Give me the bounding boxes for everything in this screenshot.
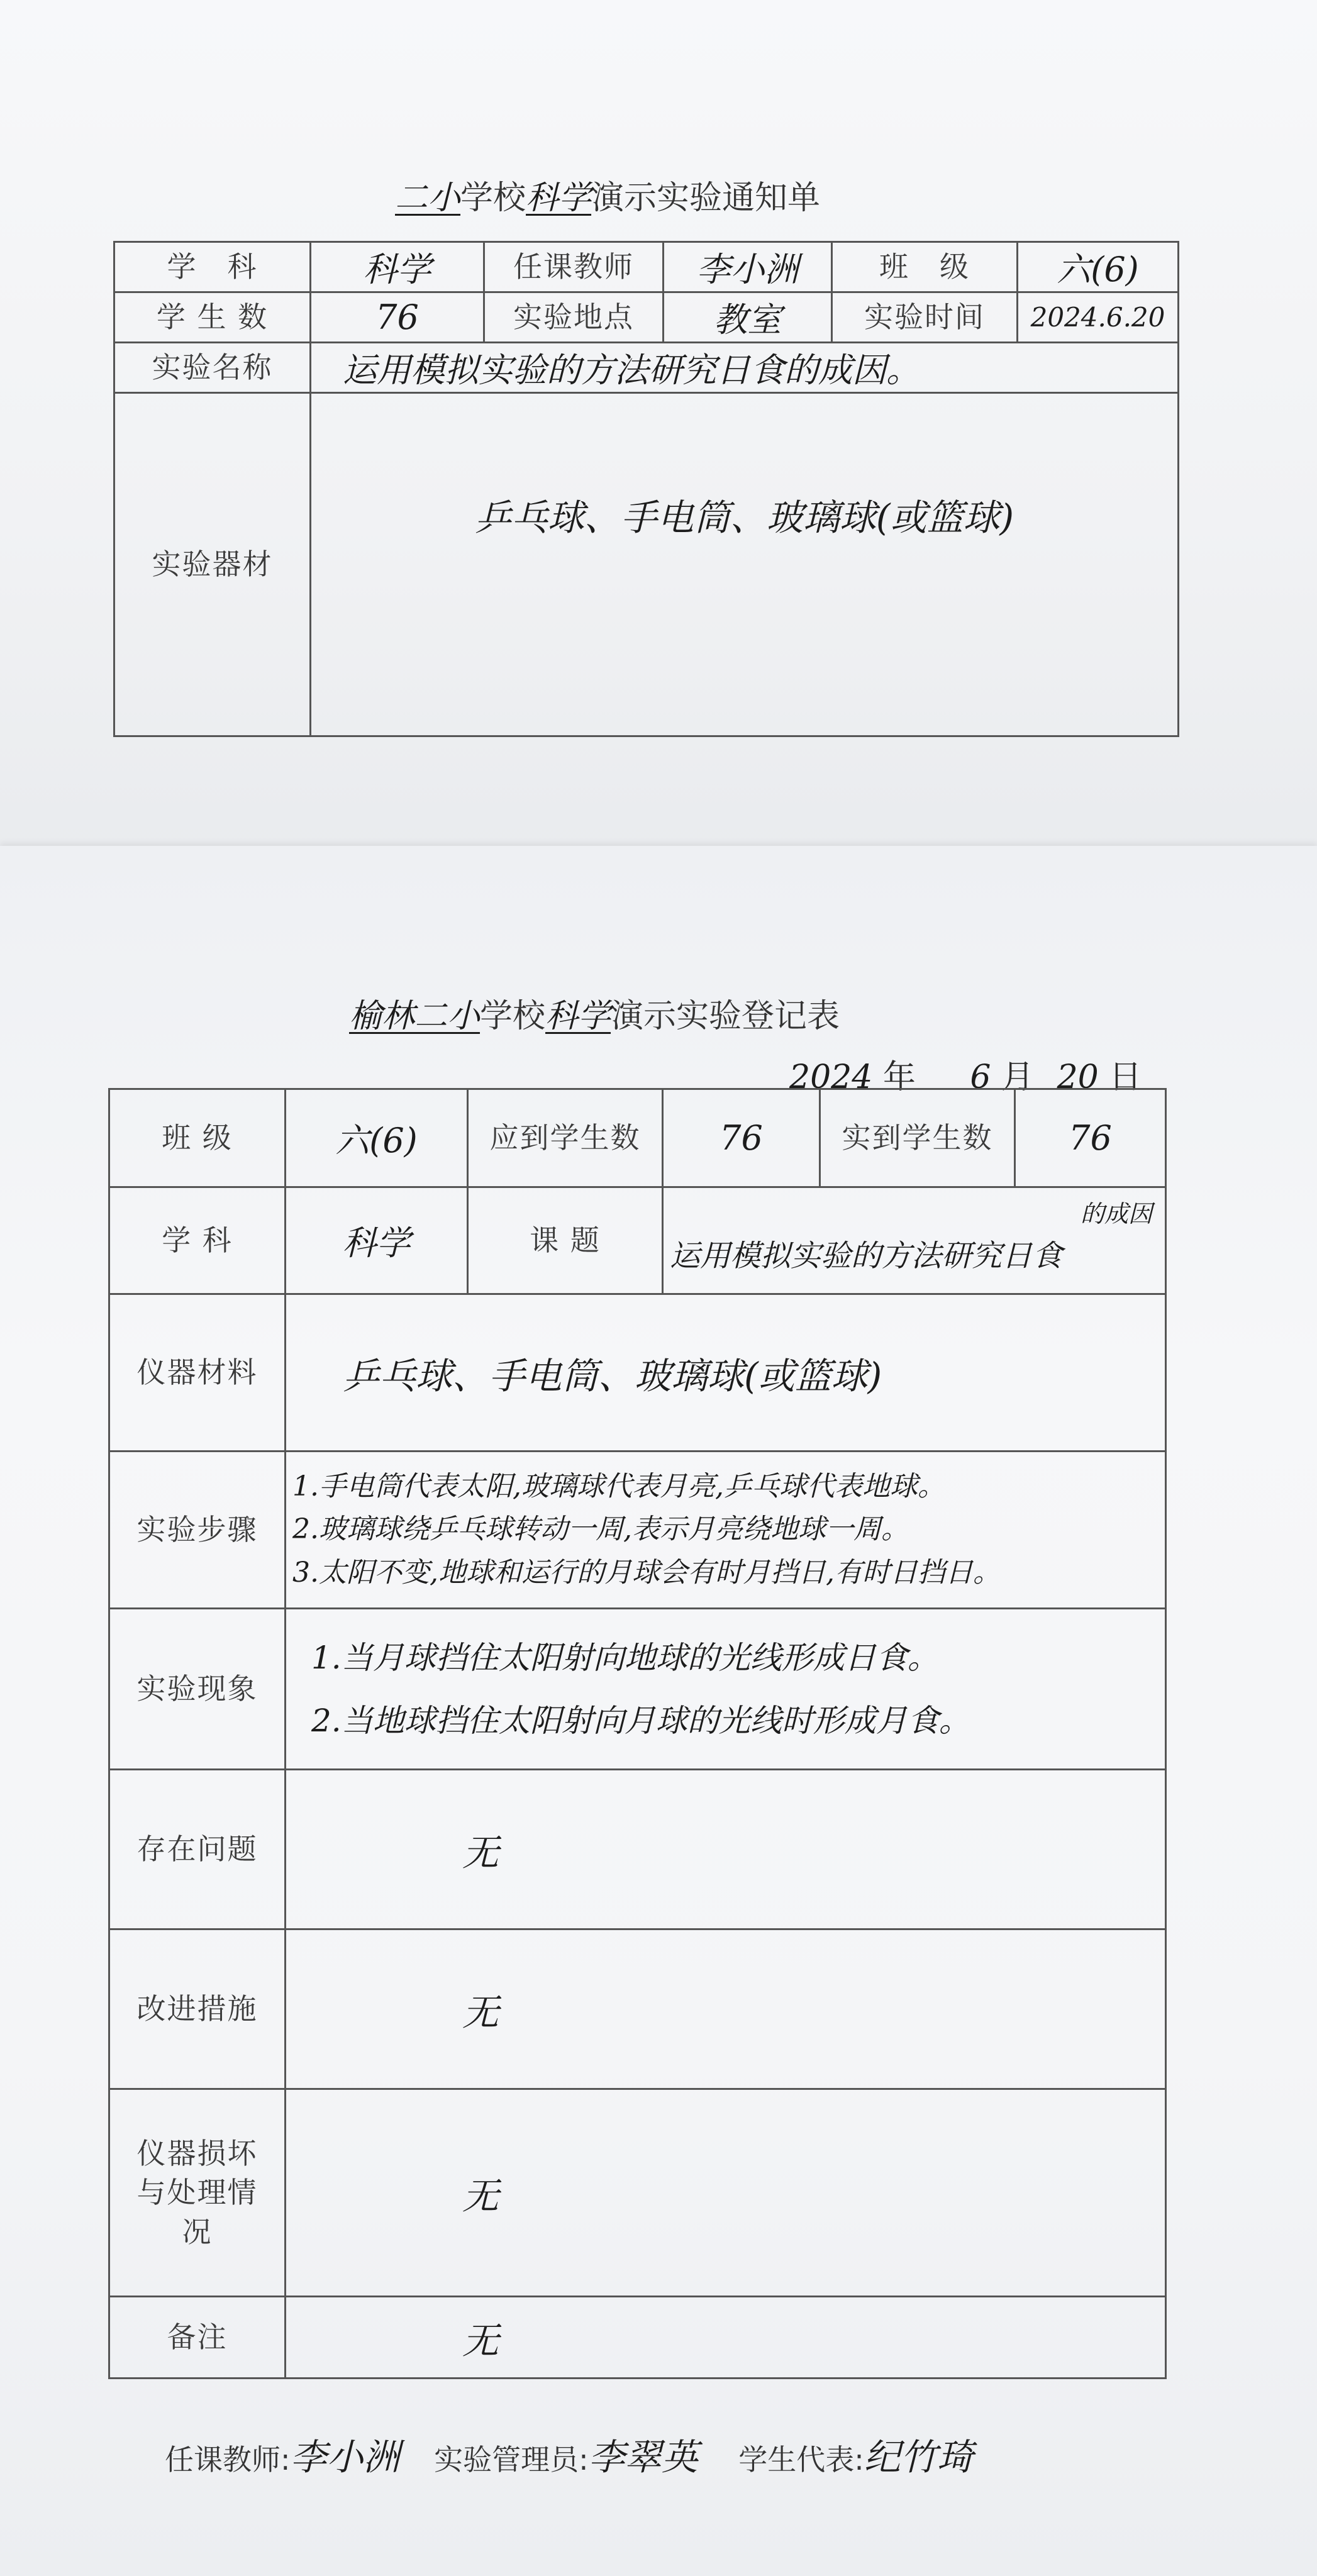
- sig-admin-value: 李翠英: [588, 2436, 698, 2479]
- reg-expected-value: 76: [663, 1089, 820, 1187]
- notice-students-label: 学 生 数: [114, 292, 311, 343]
- notice-students-value: 76: [311, 292, 484, 343]
- reg-materials-label: 仪器材料: [109, 1294, 286, 1452]
- notice-equipment-label: 实验器材: [114, 393, 311, 736]
- reg-materials-value: 乒乓球、手电筒、玻璃球(或篮球): [286, 1294, 1166, 1452]
- notice-table: [113, 241, 1179, 737]
- reg-phenomenon-1: 1.当月球挡住太阳射向地球的光线形成日食。: [311, 1639, 939, 1676]
- notice-subject-value: 科学: [311, 242, 484, 292]
- reg-actual-label: 实到学生数: [820, 1089, 1015, 1187]
- date-day: 20: [1057, 1058, 1099, 1096]
- notice-time-value: 2024.6.20: [1018, 292, 1179, 343]
- notice-sheet: [0, 0, 1317, 871]
- notice-name-value: 运用模拟实验的方法研究日食的成因。: [311, 343, 1179, 393]
- reg-steps-label: 实验步骤: [109, 1452, 286, 1609]
- reg-topic-cell: [663, 1187, 1166, 1294]
- notice-place-value: 教室: [664, 292, 832, 343]
- register-title-suffix: 演示实验登记表: [611, 997, 840, 1035]
- reg-remarks-label: 备注: [109, 2297, 286, 2379]
- sig-student-label: 学生代表:: [738, 2443, 864, 2477]
- reg-class-label: 班 级: [109, 1089, 286, 1187]
- sig-teacher-label: 任课教师:: [165, 2443, 291, 2477]
- reg-step-3: 3.太阳不变,地球和运行的月球会有时月挡日,有时日挡日。: [292, 1556, 1001, 1589]
- reg-improve-value: 无: [286, 1929, 1166, 2089]
- register-title-school-word: 学校: [480, 997, 546, 1035]
- reg-expected-label: 应到学生数: [468, 1089, 663, 1187]
- reg-topic-label: 课 题: [468, 1187, 663, 1294]
- notice-title-school: 二小: [395, 179, 461, 217]
- reg-subject-label: 学 科: [109, 1187, 286, 1294]
- date-year: 2024: [789, 1058, 873, 1096]
- notice-class-label: 班 级: [832, 242, 1018, 292]
- date-month: 6: [970, 1058, 991, 1096]
- notice-equipment-value: 乒乓球、手电筒、玻璃球(或篮球): [311, 393, 1179, 736]
- reg-improve-label: 改进措施: [109, 1929, 286, 2089]
- notice-class-value: 六(6): [1018, 242, 1179, 292]
- reg-phenomenon-2: 2.当地球挡住太阳射向月球的光线时形成月食。: [311, 1702, 970, 1739]
- date-day-unit: 日: [1109, 1058, 1142, 1096]
- date-year-unit: 年: [882, 1058, 916, 1096]
- reg-problems-label: 存在问题: [109, 1770, 286, 1929]
- notice-time-label: 实验时间: [832, 292, 1018, 343]
- notice-place-label: 实验地点: [484, 292, 664, 343]
- register-title-school: 榆林二小: [349, 997, 481, 1035]
- notice-title-suffix: 演示实验通知单: [591, 179, 821, 217]
- reg-steps-cell: [286, 1452, 1166, 1609]
- reg-phenomena-cell: [286, 1609, 1166, 1770]
- sig-admin-label: 实验管理员:: [434, 2443, 589, 2477]
- reg-class-value: 六(6): [286, 1089, 468, 1187]
- reg-actual-value: 76: [1015, 1089, 1166, 1187]
- notice-teacher-label: 任课教师: [484, 242, 664, 292]
- reg-damage-label: 仪器损坏与处理情况: [109, 2089, 286, 2297]
- reg-remarks-value: 无: [286, 2297, 1166, 2379]
- register-title: [349, 989, 840, 1036]
- notice-title-school-word: 学校: [460, 179, 526, 217]
- reg-topic-overflow: 的成因: [1080, 1200, 1152, 1228]
- reg-topic-value: 运用模拟实验的方法研究日食: [670, 1238, 1063, 1274]
- sig-teacher-value: 李小洲: [290, 2436, 400, 2479]
- reg-step-1: 1.手电筒代表太阳,玻璃球代表月亮,乒乓球代表地球。: [292, 1470, 945, 1503]
- reg-step-2: 2.玻璃球绕乒乓球转动一周,表示月亮绕地球一周。: [292, 1513, 909, 1546]
- reg-phenomena-label: 实验现象: [109, 1609, 286, 1770]
- reg-subject-value: 科学: [286, 1187, 468, 1294]
- notice-name-label: 实验名称: [114, 343, 311, 393]
- notice-subject-label: 学 科: [114, 242, 311, 292]
- date-month-unit: 月: [1001, 1058, 1035, 1096]
- notice-teacher-value: 李小洲: [664, 242, 832, 292]
- reg-damage-value: 无: [286, 2089, 1166, 2297]
- sig-student-value: 纪竹琦: [864, 2436, 974, 2479]
- notice-title-subject: 科学: [526, 179, 592, 217]
- register-table: [108, 1088, 1167, 2379]
- register-sheet: [0, 846, 1317, 2576]
- signature-line: [165, 2428, 974, 2480]
- register-title-subject: 科学: [545, 997, 611, 1035]
- reg-problems-value: 无: [286, 1770, 1166, 1929]
- notice-title: [395, 171, 820, 218]
